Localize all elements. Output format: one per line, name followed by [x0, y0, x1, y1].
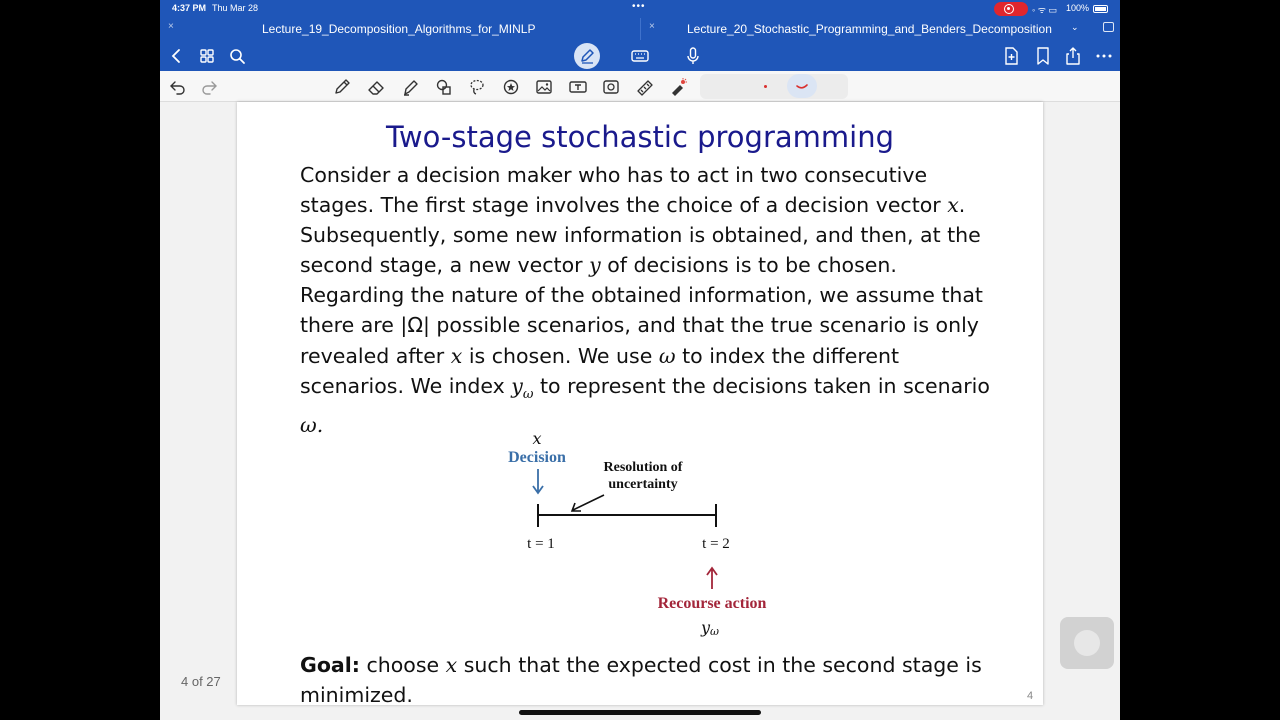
shapes-icon[interactable]: [433, 76, 455, 98]
pdf-page[interactable]: [237, 102, 1043, 705]
tab-lecture-20[interactable]: [640, 18, 1120, 40]
home-indicator[interactable]: [519, 710, 761, 715]
t2-label: t = 2: [702, 536, 730, 552]
resolution-arrow: [572, 495, 604, 511]
body-line: Regarding the nature of the obtained information, we assume that: [300, 283, 983, 308]
more-icon[interactable]: [1093, 45, 1115, 67]
floating-assistive-button[interactable]: [1060, 617, 1114, 669]
status-time: 4:37 PM: [172, 3, 207, 13]
decision-arrow: [533, 469, 543, 493]
redo-icon[interactable]: [198, 76, 220, 98]
laser-icon[interactable]: [667, 76, 689, 98]
grid-icon[interactable]: [196, 45, 218, 67]
selected-pen-color[interactable]: [764, 85, 767, 88]
diagram-y-label: yω: [700, 618, 720, 638]
screen-recording-indicator[interactable]: [994, 2, 1028, 16]
slide-number: 4: [1027, 690, 1034, 702]
timeline-axis: [538, 504, 716, 527]
chevron-down-icon[interactable]: ⌄: [1071, 22, 1079, 32]
undo-icon[interactable]: [167, 76, 189, 98]
goal-label: Goal:: [300, 653, 360, 677]
keyboard-icon[interactable]: [629, 45, 651, 67]
battery-percent: 100%: [1066, 3, 1090, 13]
body-line: Consider a decision maker who has to act in two consecutive: [300, 163, 928, 187]
bookmark-icon[interactable]: [1032, 45, 1054, 67]
t1-label: t = 1: [527, 536, 555, 552]
two-stage-timeline-diagram: [499, 426, 789, 641]
slide-title: Two-stage stochastic programming: [386, 120, 894, 154]
search-icon[interactable]: [226, 45, 248, 67]
add-page-icon[interactable]: [1000, 45, 1022, 67]
diagram-recourse-label: Recourse action: [657, 595, 767, 612]
navigation-toolbar: [160, 40, 1120, 71]
pen-mode-icon[interactable]: [574, 43, 600, 69]
body-line: there are |Ω| possible scenarios, and that the true scenario is only: [300, 313, 979, 338]
diagram-resolution-label: Resolution of: [603, 460, 683, 475]
battery-icon: [1093, 5, 1108, 13]
body-line: ω.: [300, 412, 324, 437]
diagram-decision-label: Decision: [508, 449, 566, 466]
drawing-toolbar: [160, 71, 1120, 102]
status-date: Thu Mar 28: [212, 3, 259, 13]
close-tab-icon[interactable]: ×: [649, 21, 655, 32]
sticker-icon[interactable]: [500, 76, 522, 98]
share-icon[interactable]: [1062, 45, 1084, 67]
status-bar: [160, 0, 1120, 18]
highlighter-icon[interactable]: [399, 76, 421, 98]
close-tab-icon[interactable]: ×: [168, 21, 174, 32]
lasso-icon[interactable]: [466, 76, 488, 98]
ruler-icon[interactable]: [634, 76, 656, 98]
app-screen: [160, 0, 1120, 720]
goal-statement: Goal: choose x such that the expected cost in the second stage is minimized.: [300, 653, 982, 705]
body-line: revealed after x is chosen. We use ω to index the different: [300, 343, 900, 368]
body-line: second stage, a new vector y of decisions is to be chosen.: [300, 253, 897, 278]
multitasking-dots-icon[interactable]: •••: [632, 1, 646, 12]
split-view-icon[interactable]: [1103, 22, 1114, 32]
tab-title: Lecture_19_Decomposition_Algorithms_for_MINLP: [262, 22, 536, 36]
page-counter: 4 of 27: [181, 674, 221, 689]
body-line: scenarios. We index $y_\omega$ to represent the decisions taken in scenario: [300, 373, 990, 402]
slide-body-text: [300, 160, 990, 440]
wifi-icon: ◦ ᯤ ▭: [1032, 5, 1057, 15]
microphone-icon[interactable]: [682, 45, 704, 67]
image-icon[interactable]: [533, 76, 555, 98]
body-line: Subsequently, some new information is obtained, and then, at the: [300, 223, 981, 248]
tab-lecture-19[interactable]: [160, 18, 640, 40]
record-icon: [1004, 4, 1014, 14]
camera-icon[interactable]: [600, 76, 622, 98]
eraser-icon[interactable]: [365, 76, 387, 98]
tab-title: Lecture_20_Stochastic_Programming_and_Benders_Decomposition: [687, 22, 1052, 36]
diagram-uncertainty-label: uncertainty: [608, 477, 678, 492]
diagram-x-label: x: [532, 429, 542, 448]
document-tab-bar: [160, 18, 1120, 40]
back-icon[interactable]: [166, 45, 188, 67]
text-icon[interactable]: [567, 76, 589, 98]
body-line: stages. The first stage involves the choice of a decision vector x.: [300, 193, 966, 218]
pen-color-palette[interactable]: [700, 74, 848, 99]
recourse-arrow: [707, 568, 717, 589]
stroke-style-button[interactable]: [787, 74, 817, 98]
pen-icon[interactable]: [331, 76, 353, 98]
